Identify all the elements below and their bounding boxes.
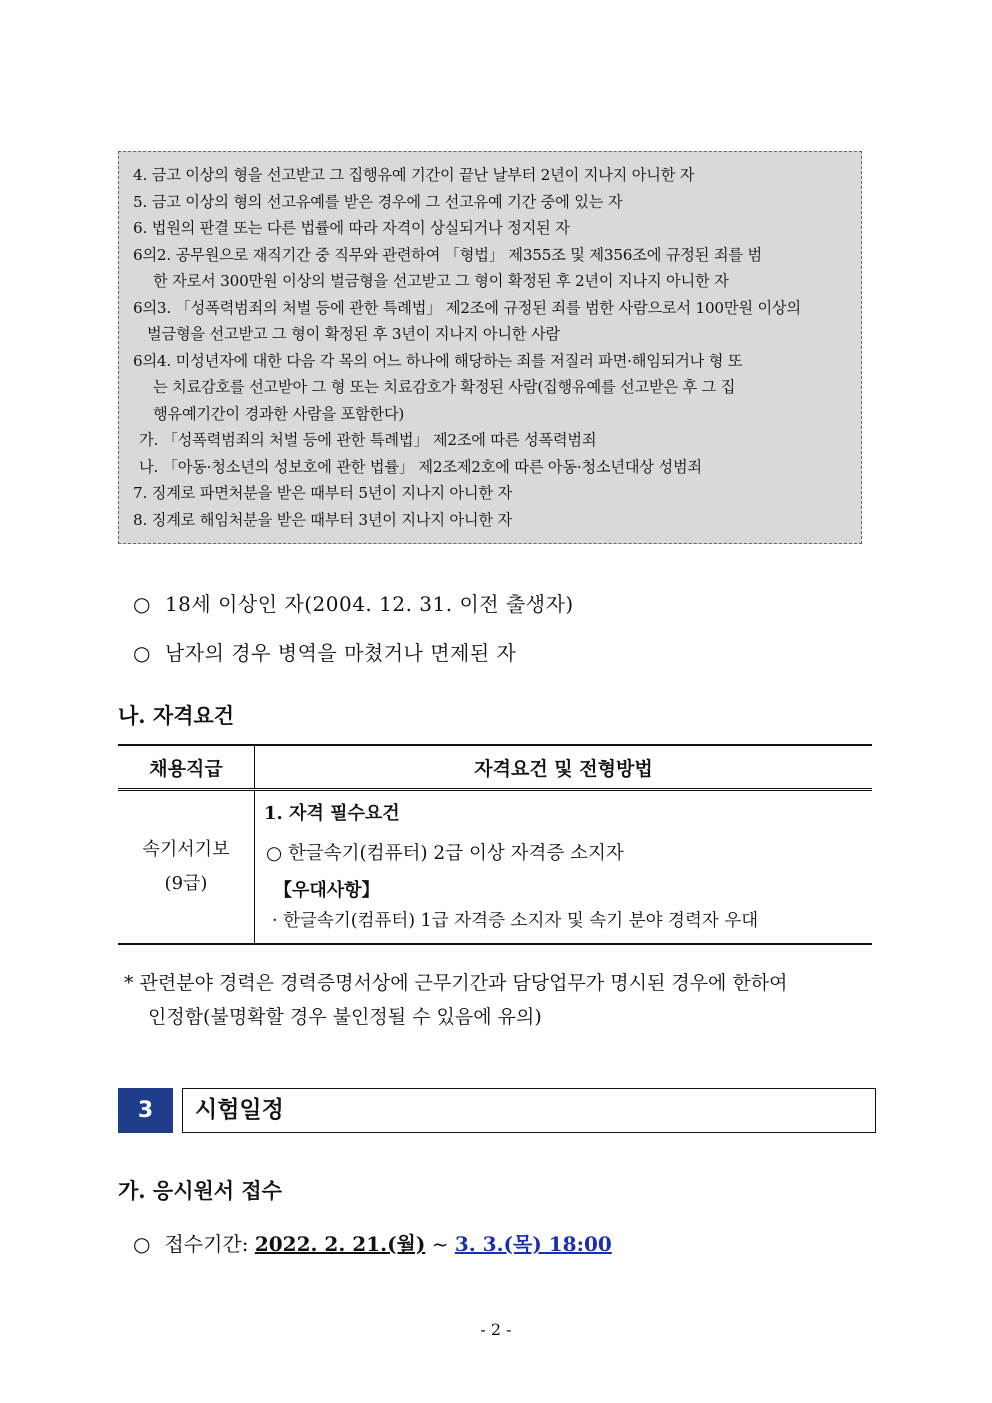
period-start: 2022. 2. 21.(월) — [254, 1232, 426, 1256]
box-line: 6의2. 공무원으로 재직기간 중 직무와 관련하여 「형법」 제355조 및 제356조에 규정된 죄를 범 — [133, 245, 762, 264]
box-line: 6. 법원의 판결 또는 다른 법률에 따라 자격이 상실되거나 정지된 자 — [133, 219, 570, 237]
box-line: 한 자로서 300만원 이상의 벌금형을 선고받고 그 형이 확정된 후 2년이 지나지 아니한 자 — [153, 272, 729, 290]
period-label: 접수기간: — [164, 1232, 249, 1256]
circle-bullet-icon: ○ — [133, 641, 151, 665]
position-name: 속기서기보 — [142, 839, 230, 860]
career-note — [124, 966, 876, 1034]
disqualification-box — [118, 151, 862, 544]
military-text: 남자의 경우 병역을 마쳤거나 면제된 자 — [164, 641, 517, 665]
preference-title: 【우대사항】 — [274, 880, 380, 901]
position-cell — [118, 790, 255, 945]
box-line: 8. 징계로 해임처분을 받은 때부터 3년이 지나지 아니한 자 — [133, 510, 512, 529]
section-title: 시험일정 — [182, 1088, 876, 1133]
box-line: 5. 금고 이상의 형의 선고유예를 받은 경우에 그 선고유예 기간 중에 있는 자 — [133, 192, 623, 211]
period-tilde: ~ — [431, 1232, 449, 1256]
required-title: 1. 자격 필수요건 — [264, 803, 400, 824]
box-line: 4. 금고 이상의 형을 선고받고 그 집행유예 기간이 끝난 날부터 2년이 지나지 아니한 자 — [133, 166, 695, 184]
circle-bullet-icon: ○ — [133, 592, 151, 616]
circle-bullet-icon: ○ — [133, 1232, 151, 1256]
box-line: 벌금형을 선고받고 그 형이 확정된 후 3년이 지나지 아니한 사람 — [147, 325, 560, 343]
box-line: 행유예기간이 경과한 사람을 포함한다) — [153, 404, 405, 423]
col-header-position: 채용직급 — [118, 745, 255, 790]
age-text: 18세 이상인 자(2004. 12. 31. 이전 출생자) — [164, 592, 574, 616]
box-line: 가. 「성폭력범죄의 처벌 등에 관한 특례법」 제2조에 따른 성폭력범죄 — [139, 431, 597, 449]
box-line: 7. 징계로 파면처분을 받은 때부터 5년이 지나지 아니한 자 — [133, 484, 512, 502]
table-header-row — [118, 745, 872, 790]
note-line: 인정함(불명확할 경우 불인정될 수 있음에 유의) — [148, 1006, 542, 1028]
box-line: 나. 「아동·청소년의 성보호에 관한 법률」 제2조제2호에 따른 아동·청소년대상 성범죄 — [139, 457, 702, 476]
note-line: * 관련분야 경력은 경력증명서상에 근무기간과 담당업무가 명시된 경우에 한하여 — [124, 972, 788, 994]
preference-item: · 한글속기(컴퓨터) 1급 자격증 소지자 및 속기 분야 경력자 우대 — [272, 911, 759, 931]
application-heading: 가. 응시원서 접수 — [118, 1178, 282, 1203]
requirements-cell — [255, 790, 873, 945]
table-row — [118, 790, 872, 945]
age-requirement — [133, 588, 574, 617]
qualification-table — [118, 744, 872, 945]
box-line: 는 치료감호를 선고받아 그 형 또는 치료감호가 확정된 사람(집행유예를 선고받은 후 그 집 — [153, 378, 736, 396]
col-header-requirements: 자격요건 및 전형방법 — [255, 745, 873, 790]
section-number-badge: 3 — [118, 1088, 173, 1133]
box-line: 6의3. 「성폭력범죄의 처벌 등에 관한 특례법」 제2조에 규정된 죄를 범한 사람으로서 100만원 이상의 — [133, 298, 801, 317]
qualification-heading: 나. 자격요건 — [118, 703, 235, 728]
application-period — [133, 1228, 612, 1257]
box-line: 6의4. 미성년자에 대한 다음 각 목의 어느 하나에 해당하는 죄를 저질러 파면·해임되거나 형 또 — [133, 351, 743, 370]
period-end: 3. 3.(목) 18:00 — [454, 1232, 612, 1256]
military-requirement — [133, 637, 516, 666]
position-grade: (9급) — [164, 873, 208, 894]
page-number: - 2 - — [480, 1320, 512, 1339]
required-item: ○ 한글속기(컴퓨터) 2급 이상 자격증 소지자 — [266, 843, 624, 864]
